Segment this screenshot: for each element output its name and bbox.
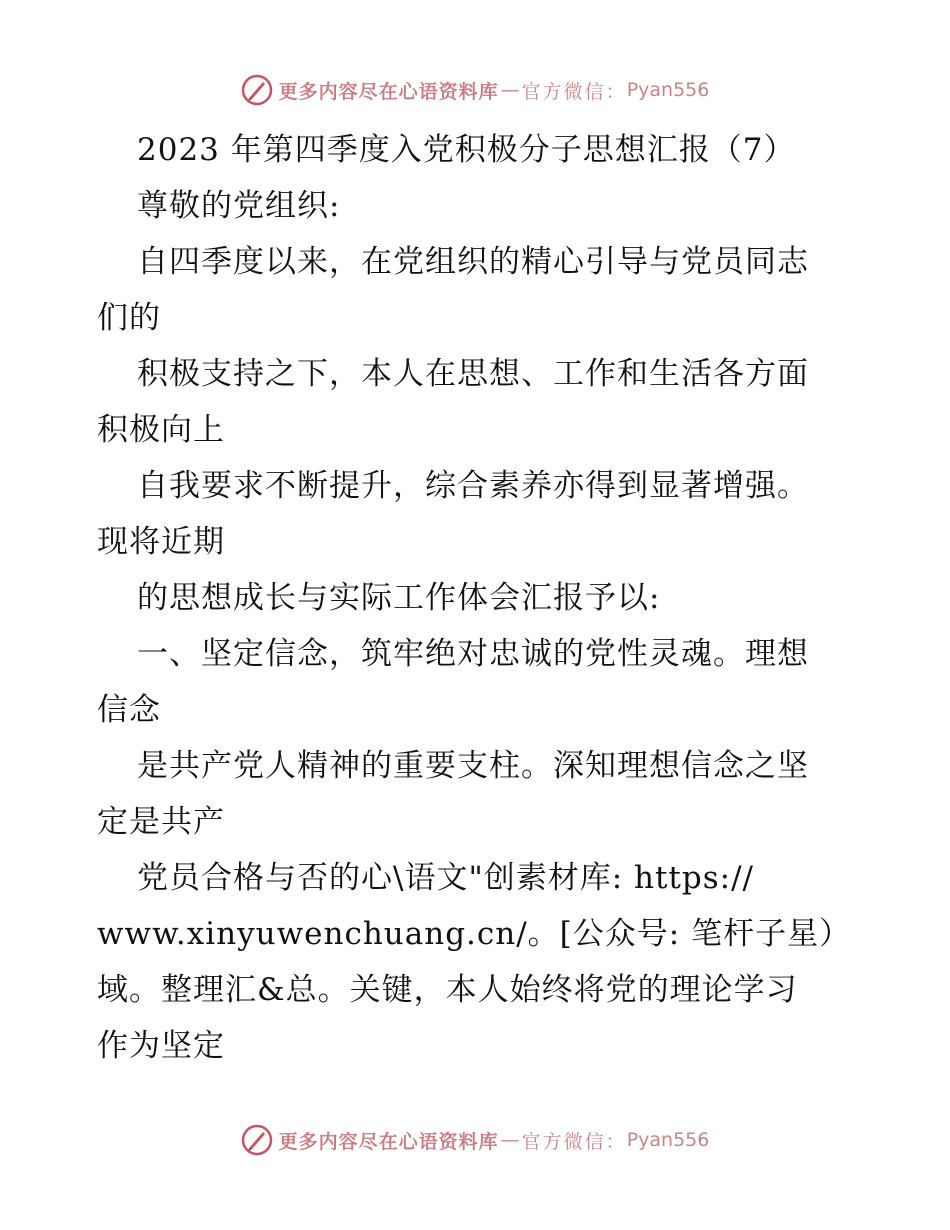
text-line: 党员合格与否的心\语文"创素材库: https:// — [137, 860, 754, 896]
banner-dash: — — [500, 1129, 520, 1151]
banner-site-text: 更多内容尽在心语资料库 — [278, 80, 499, 103]
text-line: 信念 — [97, 692, 161, 728]
text-line: 自四季度以来，在党组织的精心引导与党员同志 — [137, 244, 809, 280]
banner-wechat-label: 官方微信： — [521, 80, 627, 103]
text-line: 们的 — [97, 300, 161, 336]
text-line: www.xinyuwenchuang.cn/。[公众号: 笔杆子星） — [97, 916, 852, 952]
text-line: 积极向上 — [97, 412, 225, 448]
text-line: 是共产党人精神的重要支柱。深知理想信念之坚 — [137, 748, 809, 784]
feather-pen-logo-icon — [241, 1124, 273, 1156]
text-line: 定是共产 — [97, 804, 225, 840]
text-line: 的思想成长与实际工作体会汇报予以: — [137, 580, 661, 616]
banner-wechat-id: Pyan556 — [626, 1129, 710, 1151]
document-body — [97, 122, 857, 1074]
banner-site-text: 更多内容尽在心语资料库 — [278, 1130, 499, 1153]
header-watermark-banner — [0, 70, 950, 110]
banner-dash: — — [500, 79, 520, 101]
text-line: 作为坚定 — [97, 1028, 225, 1064]
text-line: 积极支持之下，本人在思想、工作和生活各方面 — [137, 356, 809, 392]
text-line: 尊敬的党组织: — [137, 188, 341, 224]
banner-wechat-id: Pyan556 — [626, 79, 710, 101]
text-line: 域。整理汇&总。关键，本人始终将党的理论学习 — [97, 972, 798, 1008]
text-line: 一、坚定信念，筑牢绝对忠诚的党性灵魂。理想 — [137, 636, 809, 672]
document-title: 2023 年第四季度入党积极分子思想汇报（7） — [137, 132, 796, 168]
footer-watermark-banner — [0, 1120, 950, 1160]
text-line: 现将近期 — [97, 524, 225, 560]
feather-pen-logo-icon — [241, 74, 273, 106]
text-line: 自我要求不断提升，综合素养亦得到显著增强。 — [137, 468, 809, 504]
banner-wechat-label: 官方微信： — [521, 1130, 627, 1153]
